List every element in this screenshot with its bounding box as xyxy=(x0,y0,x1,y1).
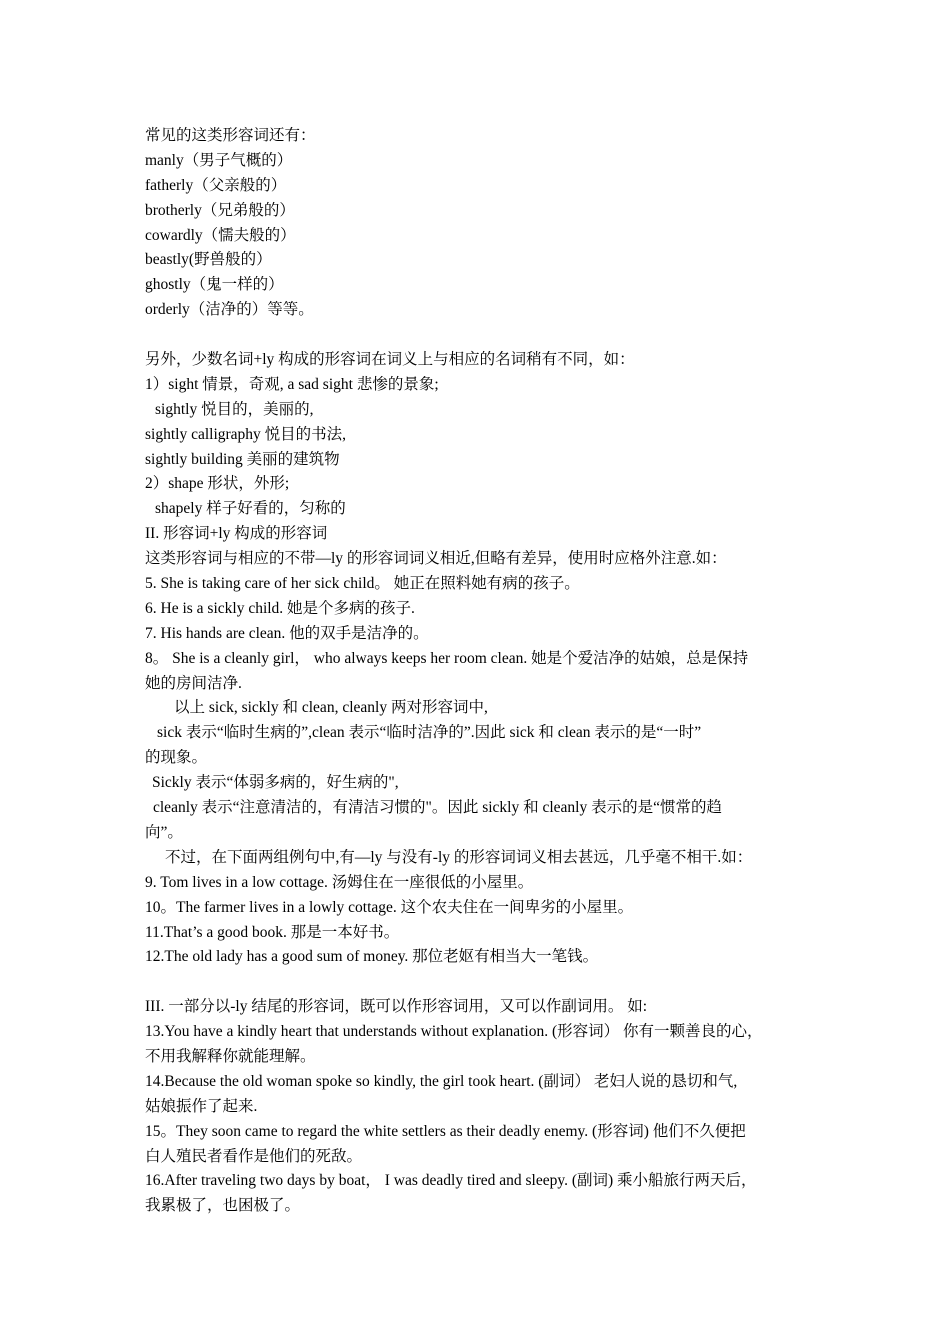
example-line: sightly calligraphy 悦目的书法, xyxy=(145,425,347,443)
section-heading-adj-ly: II. 形容词+ly 构成的形容词 xyxy=(145,525,328,543)
note-line: 向”。 xyxy=(145,823,183,841)
example-line: 6. He is a sickly child. 她是个多病的孩子. xyxy=(145,599,415,617)
list-item: manly（男子气概的） xyxy=(145,151,293,169)
example-line: 白人殖民者看作是他们的死敌。 xyxy=(145,1147,363,1165)
list-item: fatherly（父亲般的） xyxy=(145,176,287,194)
note-line: cleanly 表示“注意清洁的，有清洁习惯的"。因此 sickly 和 cleanly 表示的是“惯常的趋 xyxy=(153,799,722,817)
note-line: sick 表示“临时生病的”,clean 表示“临时洁净的”.因此 sick 和 clean 表示的是“一时” xyxy=(157,724,702,742)
example-line: 姑娘振作了起来. xyxy=(145,1097,258,1115)
note-line: 不过，在下面两组例句中,有—ly 与没有-ly 的形容词词义相去甚远，几乎毫不相干.如： xyxy=(165,848,753,866)
example-line: 16.After traveling two days by boat， I was deadly tired and sleepy. (副词) 乘小船旅行两天后， xyxy=(145,1172,757,1190)
paragraph-noun-ly-intro: 另外，少数名词+ly 构成的形容词在词义上与相应的名词稍有不同，如： xyxy=(145,351,635,369)
example-line: 9. Tom lives in a low cottage. 汤姆住在一座很低的小屋里。 xyxy=(145,873,534,891)
example-line: 8。 She is a cleanly girl， who always keeps her room clean. 她是个爱洁净的姑娘，总是保持 xyxy=(145,649,749,667)
example-line: 14.Because the old woman spoke so kindly, the girl took heart. (副词） 老妇人说的恳切和气, xyxy=(145,1072,738,1090)
example-line: 5. She is taking care of her sick child。 她正在照料她有病的孩子。 xyxy=(145,575,580,593)
blank-line xyxy=(145,323,817,348)
example-line: 12.The old lady has a good sum of money. 那位老妪有相当大一笔钱。 xyxy=(145,948,599,966)
note-line: 以上 sick, sickly 和 clean, cleanly 两对形容词中, xyxy=(174,699,488,717)
section-heading-common-adjectives: 常见的这类形容词还有： xyxy=(145,127,316,144)
example-line: shapely 样子好看的，匀称的 xyxy=(155,500,346,518)
list-item: brotherly（兄弟般的） xyxy=(145,201,295,219)
list-item: ghostly（鬼一样的） xyxy=(145,276,284,294)
example-line: 15。They soon came to regard the white settlers as their deadly enemy. (形容词) 他们不久便把 xyxy=(145,1122,746,1140)
example-line: 1）sight 情景，奇观, a sad sight 悲惨的景象; xyxy=(145,375,439,393)
example-line: 我累极了，也困极了。 xyxy=(145,1197,301,1215)
example-line: 2）shape 形状，外形; xyxy=(145,475,290,493)
example-line: 11.That’s a good book. 那是一本好书。 xyxy=(145,923,400,941)
paragraph-adj-ly-intro: 这类形容词与相应的不带—ly 的形容词词义相近,但略有差异，使用时应格外注意.如： xyxy=(145,550,727,568)
example-line: 13.You have a kindly heart that understands without explanation. (形容词） 你有一颗善良的心， xyxy=(145,1023,763,1041)
document-page xyxy=(145,124,817,1219)
example-line: 她的房间洁净. xyxy=(145,674,242,692)
example-line: sightly 悦目的，美丽的, xyxy=(155,400,314,418)
list-item: orderly（洁净的）等等。 xyxy=(145,301,314,319)
example-line: 不用我解释你就能理解。 xyxy=(145,1047,316,1065)
blank-line xyxy=(145,970,817,995)
note-line: 的现象。 xyxy=(145,749,208,767)
note-line: Sickly 表示“体弱多病的，好生病的", xyxy=(152,774,399,792)
example-line: sightly building 美丽的建筑物 xyxy=(145,450,340,468)
list-item: cowardly（懦夫般的） xyxy=(145,226,296,244)
example-line: 10。The farmer lives in a lowly cottage. 这个农夫住在一间卑劣的小屋里。 xyxy=(145,898,634,916)
section-heading-adj-adv: III. 一部分以-ly 结尾的形容词，既可以作形容词用，又可以作副词用。 如: xyxy=(145,998,648,1016)
list-item: beastly(野兽般的） xyxy=(145,251,272,269)
example-line: 7. His hands are clean. 他的双手是洁净的。 xyxy=(145,624,429,642)
